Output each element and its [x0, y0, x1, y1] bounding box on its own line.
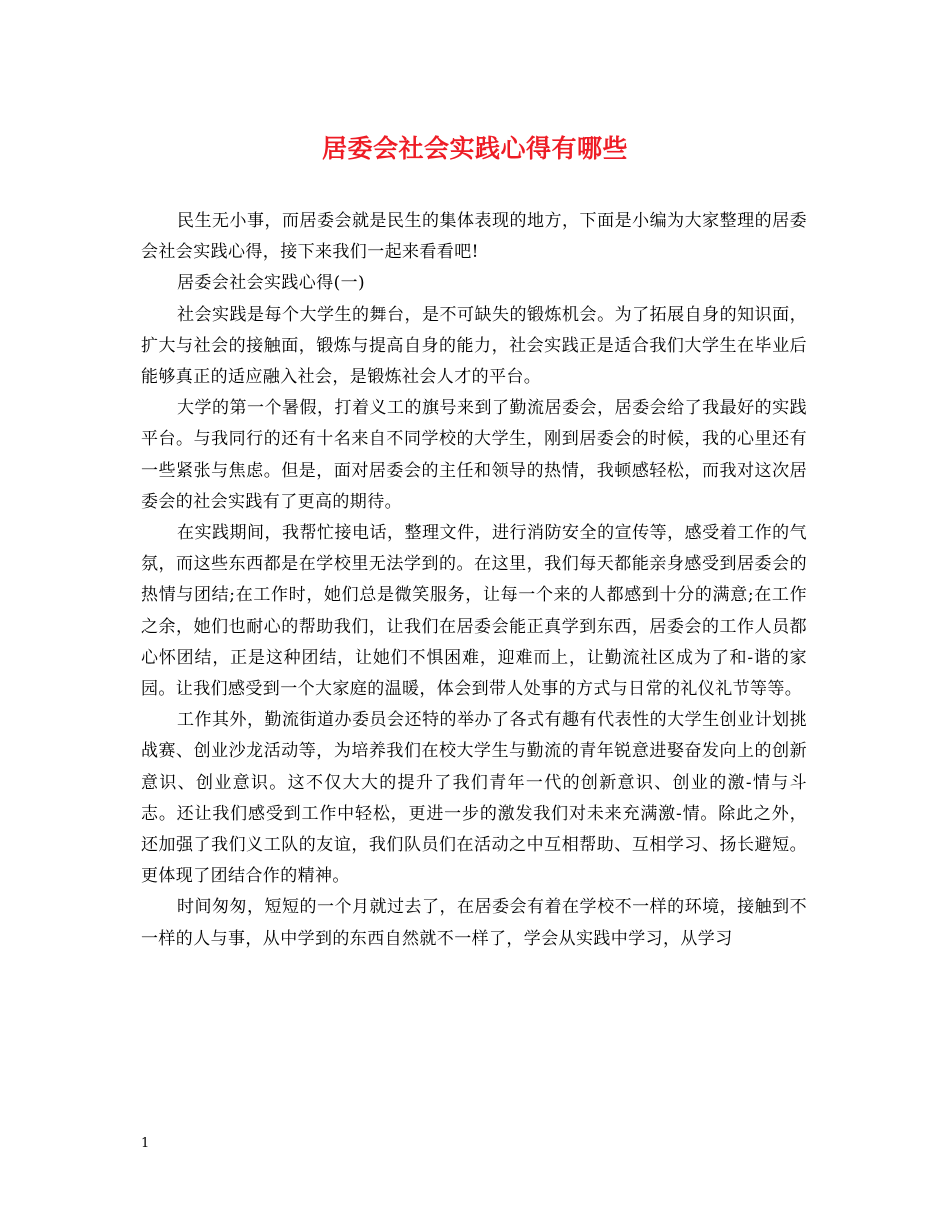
- body-paragraph: 大学的第一个暑假，打着义工的旗号来到了勤流居委会，居委会给了我最好的实践平台。与我同行的还有十名来自不同学校的大学生，刚到居委会的时候，我的心里还有一些紧张与焦虑。但是，面对居委会的主任和领导的热情，我顿感轻松，而我对这次居委会的社会实践有了更高的期待。: [141, 398, 807, 512]
- body-paragraph: 时间匆匆，短短的一个月就过去了，在居委会有着在学校不一样的环境，接触到不一样的人与事，从中学到的东西自然就不一样了，学会从实践中学习，从学习: [141, 897, 807, 949]
- document-body: [141, 206, 807, 955]
- body-paragraph: 工作其外，勤流街道办委员会还特的举办了各式有趣有代表性的大学生创业计划挑战赛、创业沙龙活动等，为培养我们在校大学生与勤流的青年锐意进娶奋发向上的创新意识、创业意识。这不仅大大的提升了我们青年一代的创新意识、创业的激-情与斗志。还让我们感受到工作中轻松，更进一步的激发我们对未来充满激-情。除此之外，还加强了我们义工队的友谊，我们队员们在活动之中互相帮助、互相学习、扬长避短。更体现了团结合作的精神。: [141, 710, 807, 887]
- intro-paragraph: 民生无小事，而居委会就是民生的集体表现的地方，下面是小编为大家整理的居委会社会实践心得，接下来我们一起来看看吧!: [141, 211, 807, 263]
- body-paragraph: 在实践期间，我帮忙接电话，整理文件，进行消防安全的宣传等，感受着工作的气氛，而这些东西都是在学校里无法学到的。在这里，我们每天都能亲身感受到居委会的热情与团结;在工作时，她们总是微笑服务，让每一个来的人都感到十分的满意;在工作之余，她们也耐心的帮助我们，让我们在居委会能正真学到东西，居委会的工作人员都心怀团结，正是这种团结，让她们不惧困难，迎难而上，让勤流社区成为了和-谐的家园。让我们感受到一个大家庭的温暖，体会到带人处事的方式与日常的礼仪礼节等等。: [141, 523, 807, 700]
- document-title: 居委会社会实践心得有哪些: [321, 134, 628, 163]
- section-heading: 居委会社会实践心得(一): [177, 273, 366, 294]
- page-number: 1: [141, 1136, 150, 1151]
- body-paragraph: 社会实践是每个大学生的舞台，是不可缺失的锻炼机会。为了拓展自身的知识面，扩大与社会的接触面，锻炼与提高自身的能力，社会实践正是适合我们大学生在毕业后能够真正的适应融入社会，是锻炼社会人才的平台。: [141, 304, 807, 388]
